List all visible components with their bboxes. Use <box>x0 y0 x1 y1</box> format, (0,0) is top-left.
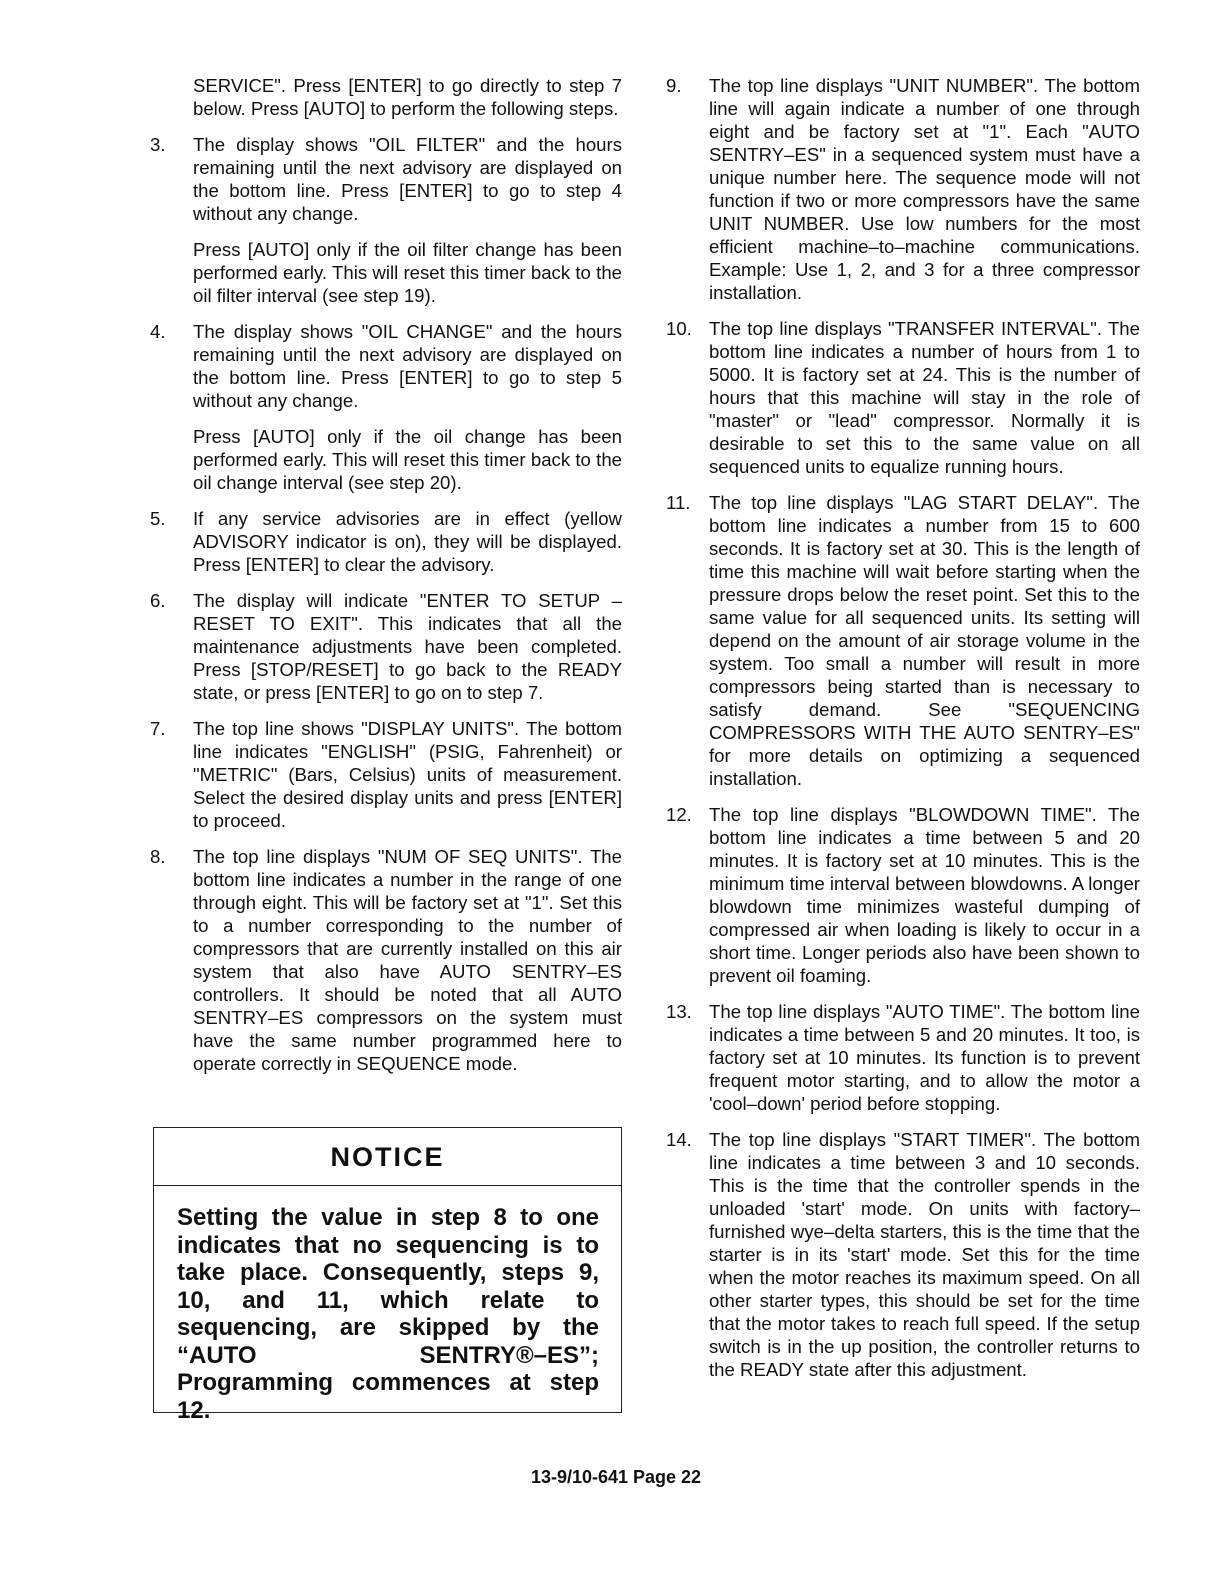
step-number: 7. <box>150 718 166 739</box>
notice-box <box>153 1127 622 1424</box>
step-item <box>150 589 622 704</box>
step-paragraph: The top line displays "BLOWDOWN TIME". The bottom line indicates a time between 5 and 20 minutes. It is factory set at 10 minutes. This is the minimum time interval between blowdowns. A longer blowdown time minimizes wasteful dumping of compressed air when loading is likely to occur in a short time. Longer periods also have been shown to prevent oil foaming. <box>709 804 1140 986</box>
step-number: 9. <box>666 75 682 96</box>
step-item <box>150 133 622 307</box>
notice-body: Setting the value in step 8 to one indicates that no sequencing is to take place. Consequently, steps 9, 10, and 11, which relate to sequencing, are skipped by the “AUTO SENTRY®–ES”; Programming commences at step 12. <box>177 1204 599 1424</box>
step-item <box>666 74 1140 304</box>
left-column <box>150 74 622 1088</box>
step-paragraph: The top line displays "NUM OF SEQ UNITS". The bottom line indicates a number in the range of one through eight. This will be factory set at "1". Set this to a number corresponding to the number of compressors that are currently installed on this air system that also have AUTO SENTRY–ES controllers. It should be noted that all AUTO SENTRY–ES compressors on the system must have the same number programmed here to operate correctly in SEQUENCE mode. <box>193 846 622 1074</box>
step-paragraph: If any service advisories are in effect (yellow ADVISORY indicator is on), they will be displayed. Press [ENTER] to clear the advisory. <box>193 508 622 575</box>
step-paragraph: The display will indicate "ENTER TO SETUP – RESET TO EXIT". This indicates that all the maintenance adjustments have been completed. Press [STOP/RESET] to go back to the READY state, or press [ENTER] to go on to step 7. <box>193 590 622 703</box>
step-item <box>150 717 622 832</box>
left-steps <box>150 133 622 1075</box>
step-item <box>666 317 1140 478</box>
paragraph: SERVICE". Press [ENTER] to go directly to step 7 below. Press [AUTO] to perform the following steps. <box>193 75 622 119</box>
step-number: 14. <box>666 1129 692 1150</box>
step-paragraph: The top line displays "START TIMER". The bottom line indicates a time between 3 and 10 seconds. This is the time that the controller spends in the unloaded 'start' mode. On units with factory–furnished wye–delta starters, this is the time that the starter is in its 'start' mode. Set this for the time when the motor reaches its maximum speed. On all other starter types, this should be set for the time that the motor takes to reach full speed. If the setup switch is in the up position, the controller returns to the READY state after this adjustment. <box>709 1129 1140 1380</box>
step-paragraph: The top line displays "AUTO TIME". The bottom line indicates a time between 5 and 20 minutes. It too, is factory set at 10 minutes. Its function is to prevent frequent motor starting, and to allow the motor a 'cool–down' period before stopping. <box>709 1001 1140 1114</box>
step-number: 4. <box>150 321 166 342</box>
step-paragraph: Press [AUTO] only if the oil filter change has been performed early. This will reset this timer back to the oil filter interval (see step 19). <box>193 239 622 306</box>
step-paragraph: The top line displays "UNIT NUMBER". The bottom line will again indicate a number of one through eight and be factory set at "1". Each "AUTO SENTRY–ES" in a sequenced system must have a unique number here. The sequence mode will not function if two or more compressors have the same UNIT NUMBER. Use low numbers for the most efficient machine–to–machine communications. Example: Use 1, 2, and 3 for a three compressor installation. <box>709 75 1140 303</box>
step-paragraph: The display shows "OIL CHANGE" and the hours remaining until the next advisory are displayed on the bottom line. Press [ENTER] to go to step 5 without any change. <box>193 321 622 411</box>
step-paragraph: The top line displays "TRANSFER INTERVAL". The bottom line indicates a number of hours from 1 to 5000. It is factory set at 24. This is the number of hours that this machine will stay in the role of "master" or "lead" compressor. Normally it is desirable to set this to the same value on all sequenced units to equalize running hours. <box>709 318 1140 477</box>
continuation-paragraph <box>150 74 622 120</box>
step-number: 3. <box>150 134 166 155</box>
right-steps <box>666 74 1140 1381</box>
step-paragraph: Press [AUTO] only if the oil change has been performed early. This will reset this timer back to the oil change interval (see step 20). <box>193 426 622 493</box>
step-item <box>666 1000 1140 1115</box>
step-number: 5. <box>150 508 166 529</box>
step-number: 10. <box>666 318 692 339</box>
step-paragraph: The display shows "OIL FILTER" and the hours remaining until the next advisory are displayed on the bottom line. Press [ENTER] to go to step 4 without any change. <box>193 134 622 224</box>
step-item <box>150 507 622 576</box>
step-item <box>150 320 622 494</box>
step-number: 12. <box>666 804 692 825</box>
step-item <box>666 491 1140 790</box>
step-number: 8. <box>150 846 166 867</box>
right-column <box>666 74 1140 1394</box>
step-number: 11. <box>666 492 691 513</box>
step-number: 6. <box>150 590 166 611</box>
step-item <box>666 803 1140 987</box>
page-footer: 13-9/10-641 Page 22 <box>530 1467 702 1487</box>
step-paragraph: The top line shows "DISPLAY UNITS". The bottom line indicates "ENGLISH" (PSIG, Fahrenheit) or "METRIC" (Bars, Celsius) units of measurement. Select the desired display units and press [ENTER] to proceed. <box>193 718 622 831</box>
step-item <box>150 845 622 1075</box>
notice-title: NOTICE <box>154 1128 621 1186</box>
step-item <box>666 1128 1140 1381</box>
step-number: 13. <box>666 1001 692 1022</box>
step-paragraph: The top line displays "LAG START DELAY". The bottom line indicates a number from 15 to 600 seconds. It is factory set at 30. This is the length of time this machine will wait before starting when the pressure drops below the reset point. Set this to the same value for all sequenced units. Its setting will depend on the amount of air storage volume in the system. Too small a number will result in more compressors being started than is necessary to satisfy demand. See "SEQUENCING COMPRESSORS WITH THE AUTO SENTRY–ES" for more details on optimizing a sequenced installation. <box>709 492 1140 789</box>
